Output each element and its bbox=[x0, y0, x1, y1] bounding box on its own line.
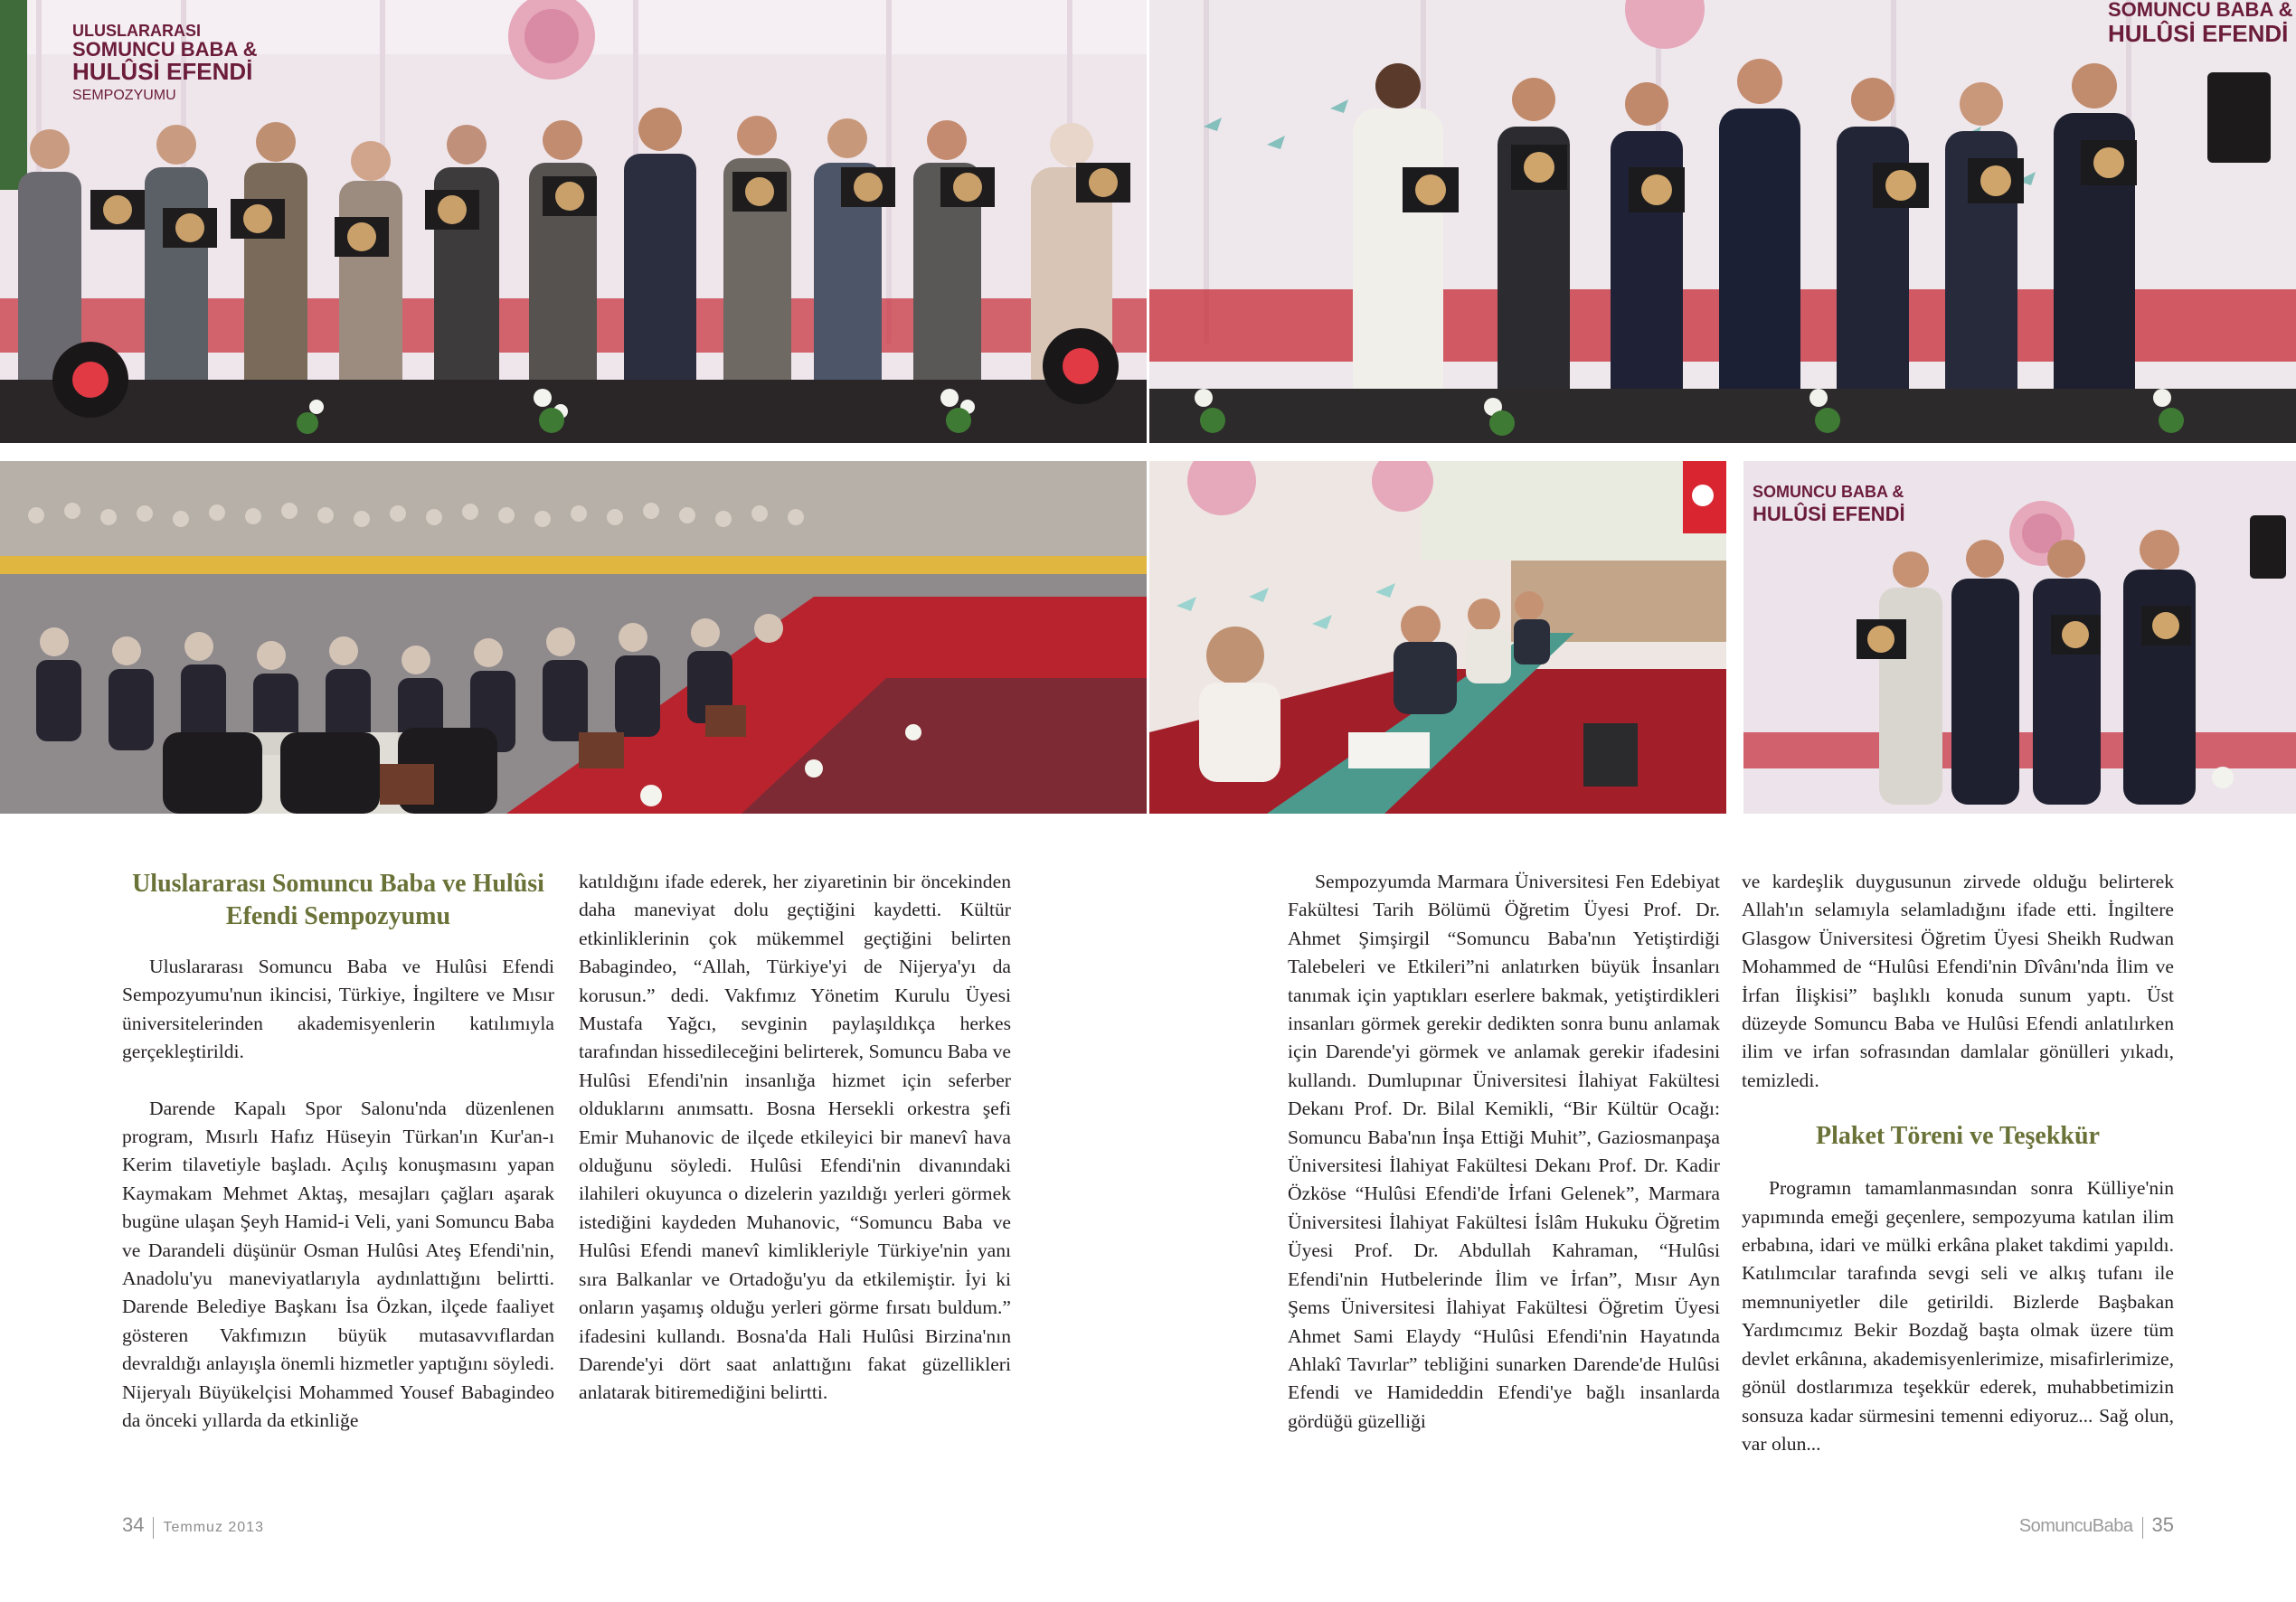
issue-date: Temmuz 2013 bbox=[163, 1520, 264, 1535]
banner-line-3: HULÛSİ EFENDİ bbox=[72, 58, 253, 85]
banner-line-4: SEMPOZYUMU bbox=[72, 88, 176, 103]
ceremony-stage-image bbox=[0, 0, 1147, 443]
speakers-panel-photo bbox=[1149, 461, 1726, 814]
banner-line-1: ULUSLARARASI bbox=[72, 22, 201, 40]
section-heading: Plaket Töreni ve Teşekkür bbox=[1815, 1122, 2100, 1151]
magazine-brand: SomuncuBaba bbox=[2018, 1516, 2133, 1536]
article-column-2 bbox=[579, 868, 1011, 1408]
page-number-left: 34 bbox=[122, 1513, 145, 1536]
body-paragraph-4: ve kardeşlik duygusunun zirvede olduğu belirterek Allah'ın selamıyla selamladığını ifade etti. İngiltere Glasgow Üniversitesi Öğretim Üyesi Sheikh Rudwan Mohammed de “Hulûsi Efendi'nin Dîvânı'nda İlim ve İrfan İlişkisi” başlıklı konuda sunum yaptı. Üst düzeyde Somuncu Baba ve Hulûsi Efendi anlatılırken ilim ve irfan sofrasından damlalar gönülleri yıkadı, temizledi. bbox=[1742, 871, 2174, 1091]
ceremony-stage-image-2 bbox=[1149, 0, 2296, 443]
article-column-4 bbox=[1742, 868, 2174, 1458]
audience-hall-photo bbox=[0, 461, 1147, 814]
audience-image bbox=[0, 461, 1147, 814]
body-paragraph-2: katıldığını ifade ederek, her ziyaretinin bir öncekinden daha maneviyat dolu geçtiğini kaydetti. Kültür etkinliklerinin çok mükemmel geçtiğini belirten Babagindeo, “Allah, Türkiye'yi de Nijerya'yı da korusun.” dedi. Vakfımız Yönetim Kurulu Üyesi Mustafa Yağcı, sevginin paylaşıldıkça herkes tarafından hissedileceğini belirterek, Somuncu Baba ve Hulûsi Efendi'nin insanlığa hizmet için seferber olduklarını anımsattı. Bosna Hersekli orkestra şefi Emir Muhanovic de ilçede etkileyici bir manevî hava olduğunu söyledi. Hulûsi Efendi'nin divanındaki ilahileri okuyunca o dizelerin yazıldığı yerleri görmek istediğini kaydeden Muhanovic, “Somuncu Baba ve Hulûsi Efendi manevî kimlikleriyle Türkiye'nin yanı sıra Balkanlar ve Ortadoğu'yu da etkilemiştir. İyi ki onların yaşamış olduğu yerleri görme fırsatı buldum.” ifadesini kullandı. Bosna'da Hali Hulûsi Birzina'nın Darende'yi dört saat anlattığını fakat güzellikleri anlatarak bitiremediğini belirtti. bbox=[579, 871, 1011, 1404]
page-number-right: 35 bbox=[2151, 1513, 2174, 1536]
folio-divider-left bbox=[153, 1517, 154, 1539]
article-column-3 bbox=[1288, 868, 1720, 1436]
left-page-footer bbox=[122, 1513, 264, 1539]
plaque-ceremony-small-photo bbox=[1743, 461, 2296, 814]
right-page-footer bbox=[2019, 1513, 2174, 1539]
body-paragraph-3: Sempozyumda Marmara Üniversitesi Fen Edebiyat Fakültesi Tarih Bölümü Öğretim Üyesi Prof. Dr. Ahmet Şimşirgil “Somuncu Baba'nın Yetiştirdiği Talebeleri ve Etkileri”ni anlatırken büyük İnsanları tanımak için yaptıkları eserlere bakmak, yetiştirdikleri insanları görmek gerekir dedikten sonra bunu anlamak için Darende'yi görmek ve anlamak gerekir ifadesini kullandı. Dumlupınar Üniversitesi İlahiyat Fakültesi Dekanı Prof. Dr. Bilal Kemikli, “Bir Kültür Ocağı: Somuncu Baba'nın İnşa Ettiği Muhit”, Gaziosmanpaşa Üniversitesi İlahiyat Fakültesi Dekanı Prof. Dr. Kadir Özköse “Hulûsi Efendi'de İrfani Gelenek”, Marmara Üniversitesi İlahiyat Fakültesi İslâm Hukuku Öğretim Üyesi Prof. Dr. Abdullah Kahraman, “Hulûsi Efendi'nin Hutbelerinde İlim ve İrfan”, Mısır Ayn Şems Üniversitesi İlahiyat Fakültesi Öğretim Üyesi Ahmet Sami Elaydy “Hulûsi Efendi'nin Hayatında Ahlakî Tavırlar” tebliğini sunarken Darende'de Hulûsi Efendi ve Hamideddin Efendi'ye bağlı insanlarda gördüğü güzelliği bbox=[1288, 871, 1720, 1432]
closing-paragraph: Programın tamamlanmasından sonra Külliye'nin yapımında emeği geçenlere, sempozyuma katılan ilim erbabına, idari ve mülki erkâna plaket takdimi yapıldı. Katılımcılar tarafında sevgi seli ve alkış tufanı ile memnuniyetler dile getirildi. Bizlerde Başbakan Yardımcımız Bekir Bozdağ başta olmak üzere tüm devlet erkânına, akademisyenlerimize, misafirlerimize, gönül dostlarımıza teşekkür ederek, muhabbetimizin sonsuza kadar sürmesini temenni ediyoruz... Sağ olun, var olun... bbox=[1742, 1177, 2174, 1455]
body-paragraph-1: Darende Kapalı Spor Salonu'nda düzenlenen program, Mısırlı Hafız Hüseyin Türkan'ın Kur'an-ı Kerim tilavetiyle başladı. Açılış konuşmasını yapan Kaymakam Mehmet Aktaş, mesajları çağları aşarak bugüne ulaşan Şeyh Hamid-i Veli, yani Somuncu Baba ve Darandeli düşünür Osman Hulûsi Ateş Efendi'nin, Anadolu'yu maneviyatlarıyla aydınlattığını belirtti. Darende Belediye Başkanı İsa Özkan, ilçede faaliyet gösteren Vakfımızın büyük mutasavvıflardan devraldığı anlayışla önemli hizmetler yaptığını söyledi. Nijeryalı Büyükelçisi Mohammed Yousef Babagindeo da önceki yıllarda da etkinliğe bbox=[122, 1097, 554, 1432]
banner-small-line-3: HULÛSİ EFENDİ bbox=[1753, 503, 1905, 525]
article-heading: Uluslararası Somuncu Baba ve Hulûsi Efendi Sempozyumu bbox=[132, 870, 544, 930]
banner-right-line-3: HULÛSİ EFENDİ bbox=[2108, 20, 2289, 47]
plaque-ceremony-left-photo bbox=[0, 0, 1147, 443]
plaque-ceremony-right-photo bbox=[1149, 0, 2296, 443]
ceremony-small-image bbox=[1743, 461, 2296, 814]
banner-right-line-2: SOMUNCU BABA & bbox=[2108, 0, 2293, 21]
speakers-image bbox=[1149, 461, 1726, 814]
banner-small-line-2: SOMUNCU BABA & bbox=[1753, 483, 1904, 501]
article-column-1 bbox=[122, 868, 554, 1436]
intro-paragraph: Uluslararası Somuncu Baba ve Hulûsi Efendi Sempozyumu'nun ikincisi, Türkiye, İngiltere ve Mısır üniversitelerinden akademisyenlerin katılımıyla gerçekleştirildi. bbox=[122, 956, 554, 1063]
folio-divider-right bbox=[2142, 1517, 2143, 1539]
banner-line-2: SOMUNCU BABA & bbox=[72, 38, 258, 61]
